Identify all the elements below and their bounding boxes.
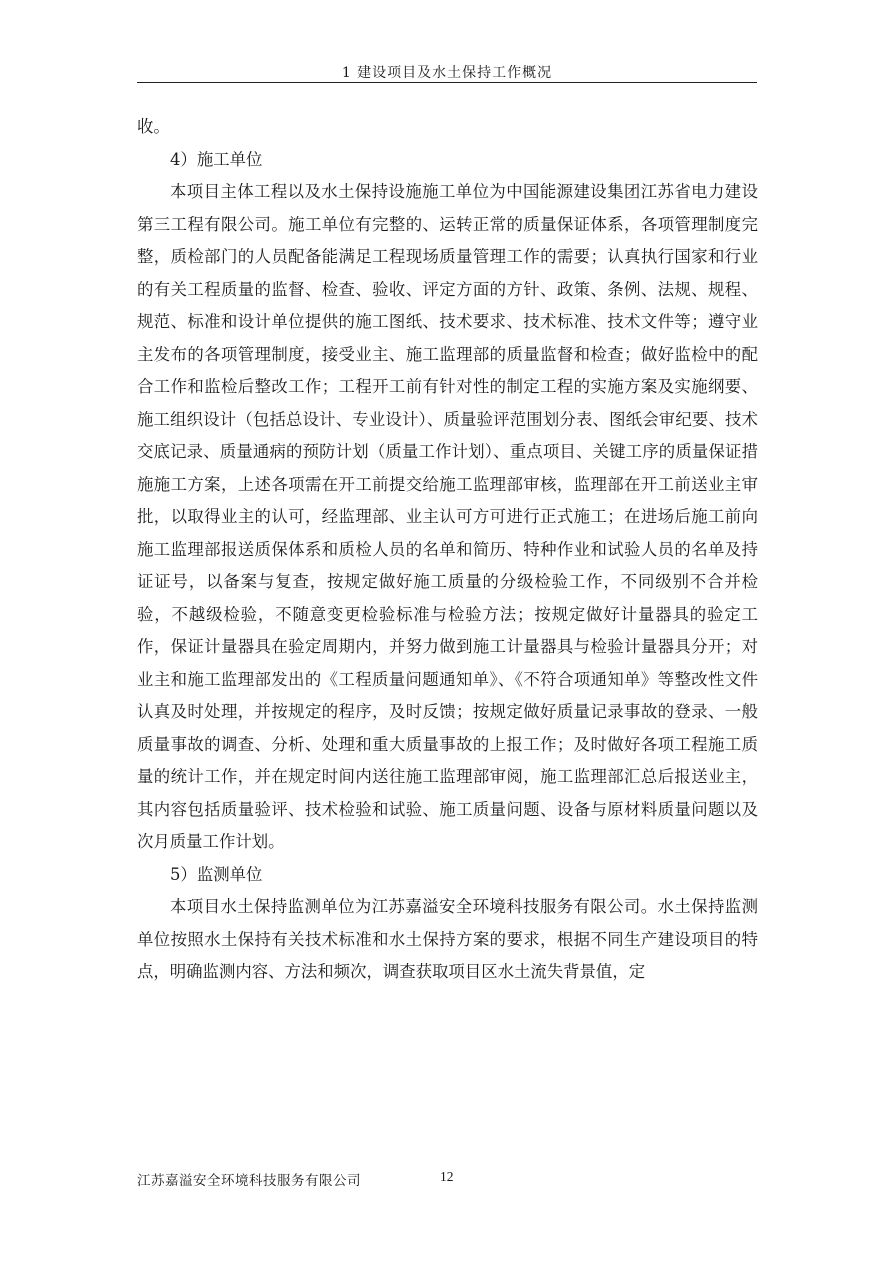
- page-header-title: 1 建设项目及水土保持工作概况: [341, 65, 553, 81]
- header-divider: [137, 82, 757, 83]
- footer-company: 江苏嘉溢安全环境科技服务有限公司: [137, 1173, 361, 1189]
- document-body: [137, 111, 758, 989]
- section-heading-construction-unit: 4）施工单位: [170, 149, 263, 169]
- section-heading-monitoring-unit: 5）监测单位: [170, 864, 263, 884]
- continuation-text: 收。: [137, 117, 170, 136]
- paragraph-monitoring-unit: 本项目水土保持监测单位为江苏嘉溢安全环境科技服务有限公司。水土保持监测单位按照水土保持有关技术标准和水土保持方案的要求，根据不同生产建设项目的特点，明确监测内容、方法和频次，调查获取项目区水土流失背景值，定: [137, 897, 758, 981]
- page-number: 12: [440, 1169, 454, 1184]
- paragraph-construction-unit: 本项目主体工程以及水土保持设施施工单位为中国能源建设集团江苏省电力建设第三工程有限公司。施工单位有完整的、运转正常的质量保证体系，各项管理制度完整，质检部门的人员配备能满足工程现场质量管理工作的需要；认真执行国家和行业的有关工程质量的监督、检查、验收、评定方面的方针、政策、条例、法规、规程、规范、标准和设计单位提供的施工图纸、技术要求、技术标准、技术文件等；遵守业主发布的各项管理制度，接受业主、施工监理部的质量监督和检查；做好监检中的配合工作和监检后整改工作；工程开工前有针对性的制定工程的实施方案及实施纲要、施工组织设计（包括总设计、专业设计）、质量验评范围划分表、图纸会审纪要、技术交底记录、质量通病的预防计划（质量工作计划）、重点项目、关键工序的质量保证措施施工方案，上述各项需在开工前提交给施工监理部审核，监理部在开工前送业主审批，以取得业主的认可，经监理部、业主认可方可进行正式施工；在进场后施工前向施工监理部报送质保体系和质检人员的名单和简历、特种作业和试验人员的名单及持证证号，以备案与复查，按规定做好施工质量的分级检验工作，不同级别不合并检验，不越级检验，不随意变更检验标准与检验方法；按规定做好计量器具的验定工作，保证计量器具在验定周期内，并努力做到施工计量器具与检验计量器具分开；对业主和施工监理部发出的《工程质量问题通知单》、《不符合项通知单》等整改性文件认真及时处理，并按规定的程序，及时反馈；按规定做好质量记录事故的登录、一般质量事故的调查、分析、处理和重大质量事故的上报工作；及时做好各项工程施工质量的统计工作，并在规定时间内送往施工监理部审阅，施工监理部汇总后报送业主，其内容包括质量验评、技术检验和试验、施工质量问题、设备与原材料质量问题以及次月质量工作计划。: [137, 182, 758, 851]
